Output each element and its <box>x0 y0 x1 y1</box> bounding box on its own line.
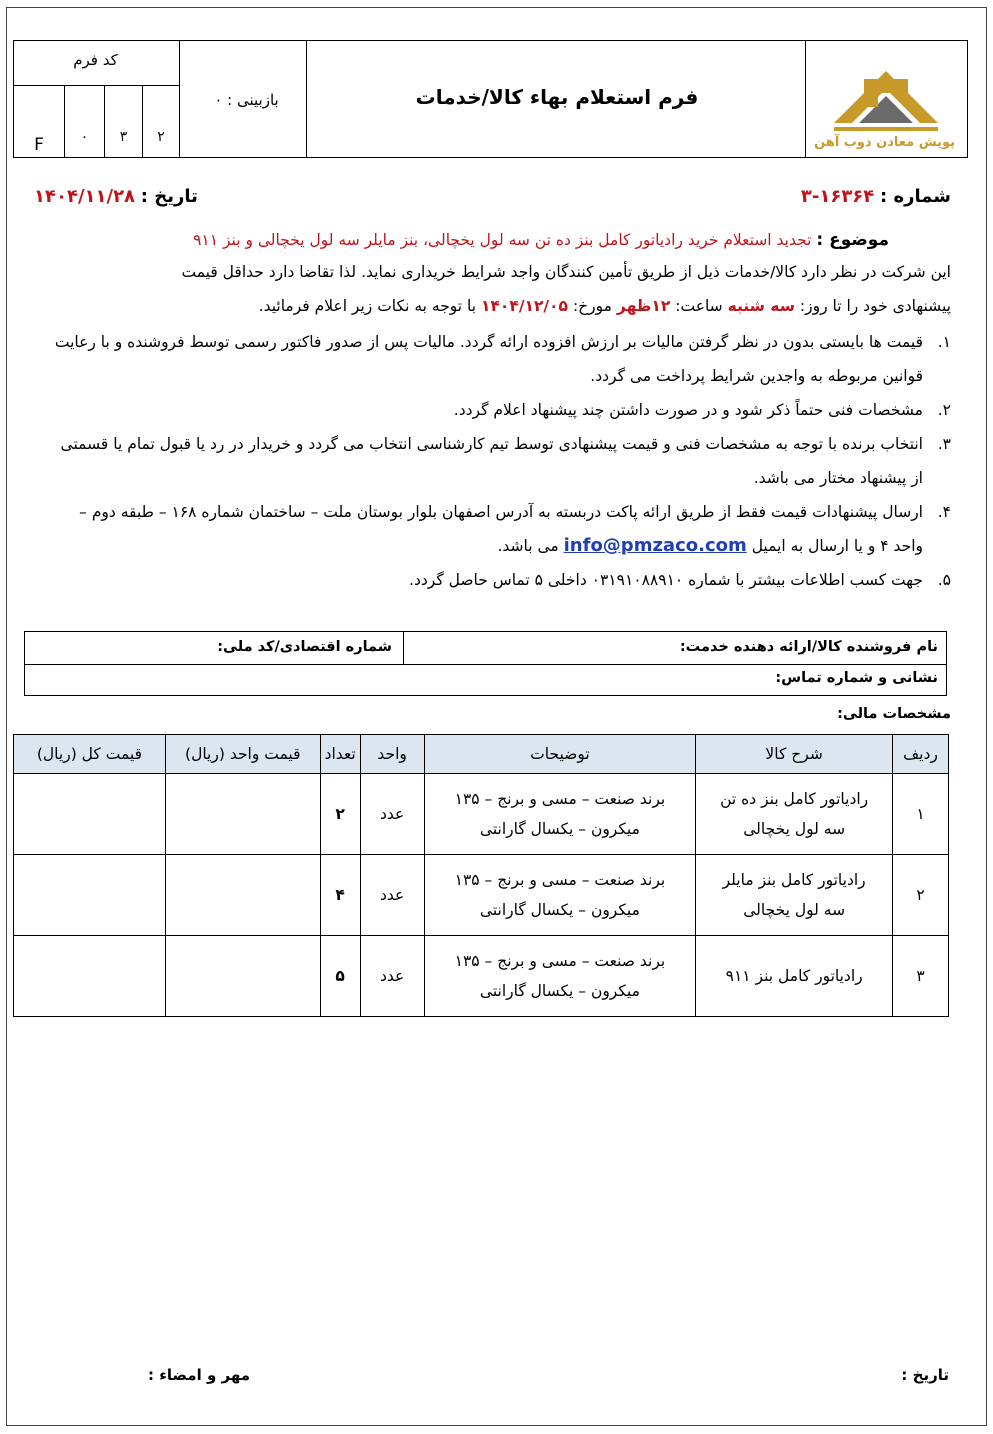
note-text: جهت کسب اطلاعات بیشتر با شماره ۰۳۱۹۱۰۸۸۹۱۰ داخلی ۵ تماس حاصل گردد. <box>409 571 923 589</box>
note-number: ۳. <box>937 435 951 453</box>
total-price-cell[interactable] <box>14 936 166 1017</box>
doc-date-label: تاریخ : <box>140 186 198 207</box>
doc-number <box>801 186 951 207</box>
form-code-cell: ۳ <box>119 129 128 145</box>
subject-value: تجدید استعلام خرید رادیاتور کامل بنز ده تن سه لول یخچالی، بنز مایلر سه لول یخچالی و بنز ۹۱۱ <box>193 231 812 249</box>
deadline-time: ۱۲ظهر <box>616 297 671 315</box>
form-code-cell: ۲ <box>157 129 165 145</box>
economic-code-label: شماره اقتصادی/کد ملی: <box>217 639 392 655</box>
intro-line-1: این شرکت در نظر دارد کالا/خدمات ذیل از طریق تأمین کنندگان واجد شرایط خریداری نماید. لذا تقاضا دارد حداقل قیمت <box>181 263 951 281</box>
item-description: رادیاتور کامل بنز ده تن سه لول یخچالی <box>696 774 893 855</box>
intro-text: مورخ: <box>572 297 612 315</box>
signature-label: مهر و امضاء : <box>148 1366 251 1384</box>
form-header <box>13 40 968 158</box>
intro-text: پیشنهادی خود را تا روز: <box>799 297 951 315</box>
col-header: ردیف <box>893 735 949 774</box>
col-header: تعداد <box>320 735 360 774</box>
deadline-day: سه شنبه <box>727 297 795 315</box>
note-number: ۴. <box>937 503 951 521</box>
form-code-cell: F <box>34 135 44 155</box>
note-item <box>51 427 951 495</box>
note-item <box>51 495 951 563</box>
row-number: ۲ <box>893 855 949 936</box>
note-item <box>51 325 951 393</box>
item-description: رادیاتور کامل بنز ۹۱۱ <box>696 936 893 1017</box>
note-text: انتخاب برنده با توجه به مشخصات فنی و قیمت پیشنهادی توسط تیم کارشناسی انتخاب می گردد و خریدار در رد یا قبول تمام یا قسمتی از پیشنهاد مختار می باشد. <box>60 435 923 487</box>
note-item <box>51 563 951 597</box>
table-row <box>14 774 949 855</box>
note-text: ارسال پیشنهادات قیمت فقط از طریق ارائه پاکت دربسته به آدرس اصفهان بلوار بوستان ملت – ساختمان شماره ۱۶۸ – طبقه دوم – واحد ۴ و یا ارسال به ایمیل <box>79 503 923 555</box>
col-header: توضیحات <box>424 735 696 774</box>
revision-label: بازبینی : ۰ <box>214 91 279 109</box>
note-text: می باشد. <box>497 537 559 555</box>
total-price-cell[interactable] <box>14 774 166 855</box>
note-number: ۲. <box>937 401 951 419</box>
table-row <box>14 936 949 1017</box>
deadline-date: ۱۴۰۴/۱۲/۰۵ <box>481 297 569 315</box>
financial-label: مشخصات مالی: <box>837 706 951 722</box>
col-header: قیمت کل (ریال) <box>14 735 166 774</box>
form-code-label: کد فرم <box>73 51 118 69</box>
item-description: رادیاتور کامل بنز مایلر سه لول یخچالی <box>696 855 893 936</box>
form-code-cell: ۰ <box>80 129 89 145</box>
note-number: ۱. <box>937 333 951 351</box>
email-link[interactable]: info@pmzaco.com <box>563 535 747 556</box>
item-qty: ۲ <box>320 774 360 855</box>
seller-name-label: نام فروشنده کالا/ارائه دهنده خدمت: <box>679 639 938 655</box>
notes-list <box>51 325 951 597</box>
col-header: قیمت واحد (ریال) <box>165 735 320 774</box>
company-logo <box>804 41 967 157</box>
intro-text: ساعت: <box>675 297 723 315</box>
table-row <box>14 855 949 936</box>
table-header-row <box>14 735 949 774</box>
item-qty: ۵ <box>320 936 360 1017</box>
row-number: ۱ <box>893 774 949 855</box>
note-item <box>51 393 951 427</box>
col-header: واحد <box>360 735 424 774</box>
item-notes: برند صنعت – مسی و برنج – ۱۳۵ میکرون – یکسال گارانتی <box>424 855 696 936</box>
form-title: فرم استعلام بهاء کالا/خدمات <box>415 85 699 109</box>
footer-date-label: تاریخ : <box>901 1366 949 1384</box>
item-qty: ۴ <box>320 855 360 936</box>
subject-label: موضوع : <box>816 230 889 250</box>
item-unit: عدد <box>360 936 424 1017</box>
row-number: ۳ <box>893 936 949 1017</box>
doc-date <box>34 186 198 207</box>
item-notes: برند صنعت – مسی و برنج – ۱۳۵ میکرون – یکسال گارانتی <box>424 936 696 1017</box>
unit-price-cell[interactable] <box>165 774 320 855</box>
item-notes: برند صنعت – مسی و برنج – ۱۳۵ میکرون – یکسال گارانتی <box>424 774 696 855</box>
note-number: ۵. <box>937 571 951 589</box>
address-label: نشانی و شماره تماس: <box>775 670 938 686</box>
doc-number-label: شماره : <box>880 186 951 207</box>
seller-info-box <box>24 631 947 696</box>
subject <box>193 230 889 250</box>
doc-number-value: ۱۶۳۶۴-۳ <box>800 186 875 207</box>
unit-price-cell[interactable] <box>165 855 320 936</box>
items-table <box>13 734 949 1017</box>
intro-line-2 <box>259 297 951 315</box>
doc-date-value: ۱۴۰۴/۱۱/۲۸ <box>34 186 136 207</box>
unit-price-cell[interactable] <box>165 936 320 1017</box>
intro-text: با توجه به نکات زیر اعلام فرمائید. <box>258 297 477 315</box>
company-name: پویش معادن ذوب آهن <box>814 135 955 150</box>
note-text: مشخصات فنی حتماً ذکر شود و در صورت داشتن چند پیشنهاد اعلام گردد. <box>453 401 923 419</box>
col-header: شرح کالا <box>696 735 893 774</box>
item-unit: عدد <box>360 855 424 936</box>
item-unit: عدد <box>360 774 424 855</box>
total-price-cell[interactable] <box>14 855 166 936</box>
note-text: قیمت ها بایستی بدون در نظر گرفتن مالیات بر ارزش افزوده ارائه گردد. مالیات پس از صدور فاکتور رسمی توسط فروشنده و با رعایت قوانین مربوطه به واجدین شرایط پرداخت می گردد. <box>54 333 923 385</box>
